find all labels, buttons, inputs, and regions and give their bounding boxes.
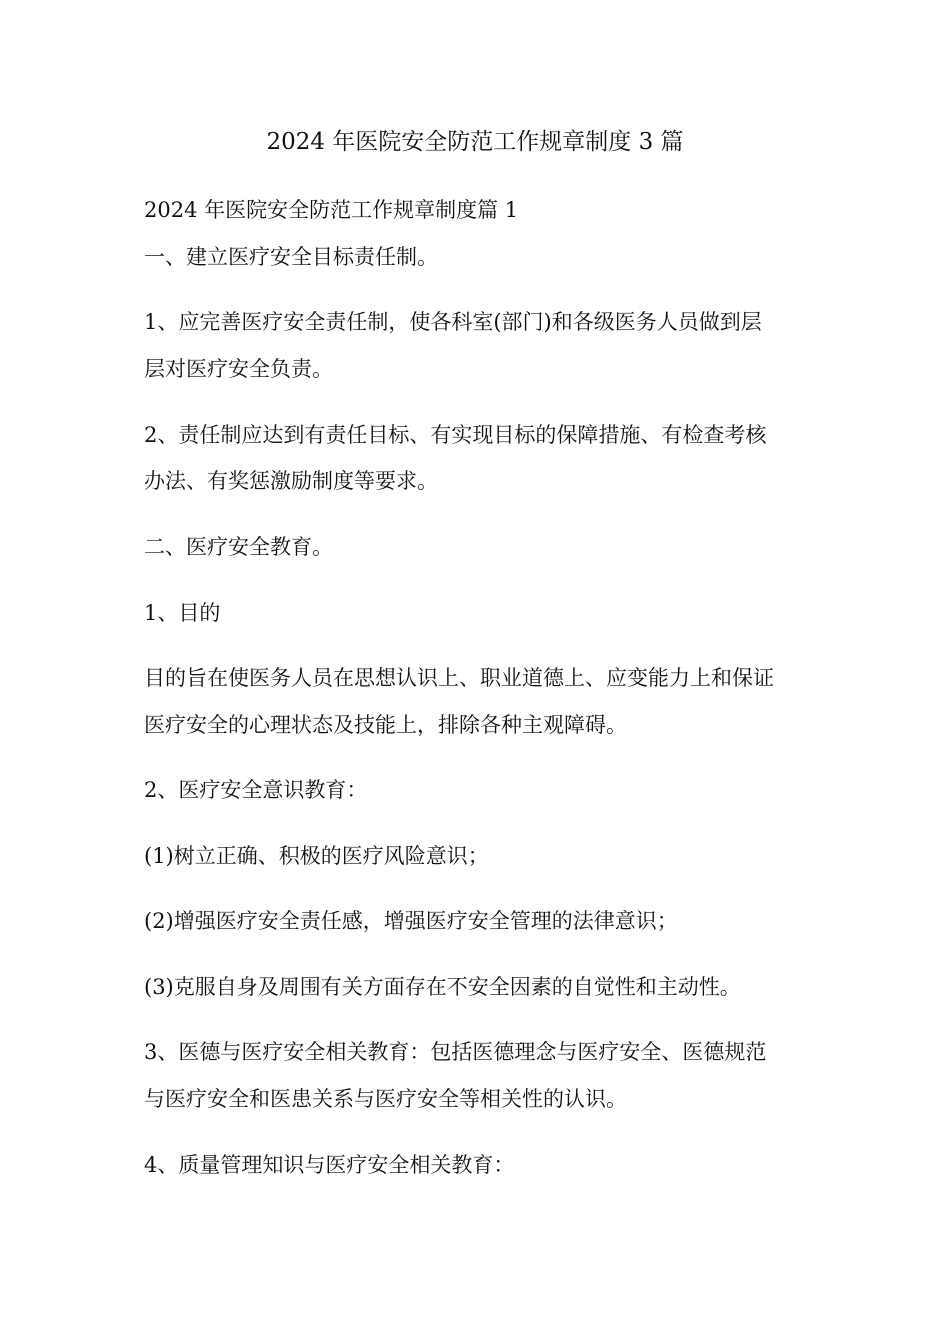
paragraph-line: (1)树立正确、积极的医疗风险意识； — [144, 844, 489, 868]
paragraph-line: 目的旨在使医务人员在思想认识上、职业道德上、应变能力上和保证 — [144, 666, 774, 690]
paragraph-line: 办法、有奖惩激励制度等要求。 — [144, 469, 438, 493]
paragraph-line: 层对医疗安全负责。 — [144, 357, 333, 381]
paragraph-line: (2)增强医疗安全责任感，增强医疗安全管理的法律意识； — [144, 909, 678, 933]
paragraph-line: 与医疗安全和医患关系与医疗安全等相关性的认识。 — [144, 1087, 627, 1111]
section-heading: 2024 年医院安全防范工作规章制度篇 1 — [144, 198, 519, 222]
paragraph-line: 2、责任制应达到有责任目标、有实现目标的保障措施、有检查考核 — [144, 423, 767, 447]
paragraph-line: 1、应完善医疗安全责任制，使各科室(部门)和各级医务人员做到层 — [144, 310, 762, 334]
paragraph-line: 医疗安全的心理状态及技能上，排除各种主观障碍。 — [144, 713, 627, 737]
paragraph-line: 1、目的 — [144, 601, 221, 625]
paragraph-line: (3)克服自身及周围有关方面存在不安全因素的自觉性和主动性。 — [144, 975, 741, 999]
document-title: 2024 年医院安全防范工作规章制度 3 篇 — [266, 129, 684, 155]
paragraph-line: 二、医疗安全教育。 — [144, 535, 333, 559]
paragraph-line: 3、医德与医疗安全相关教育：包括医德理念与医疗安全、医德规范 — [144, 1040, 767, 1064]
paragraph-line: 4、质量管理知识与医疗安全相关教育： — [144, 1153, 515, 1177]
paragraph-line: 2、医疗安全意识教育： — [144, 778, 368, 802]
paragraph-line: 一、建立医疗安全目标责任制。 — [144, 245, 438, 269]
